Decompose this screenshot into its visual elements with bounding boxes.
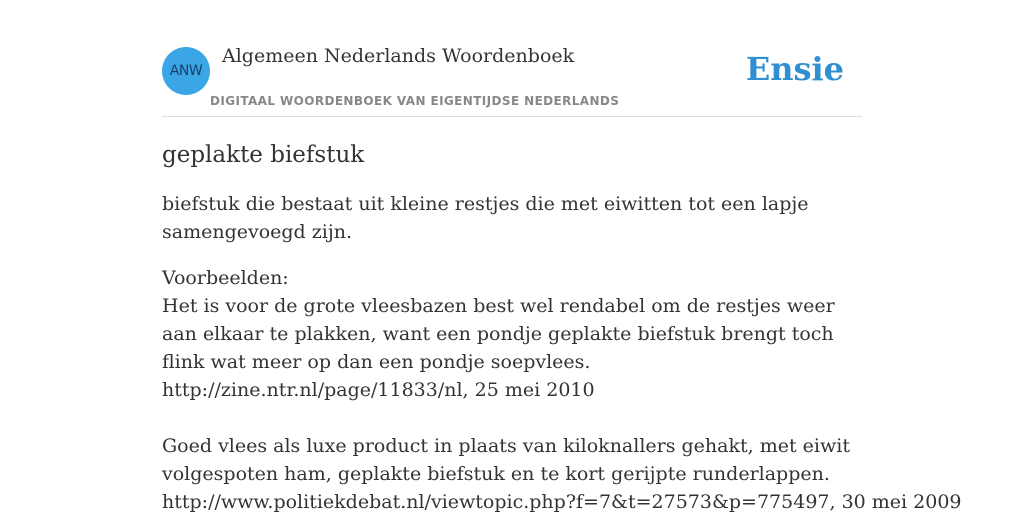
examples-label: Voorbeelden: [162,267,289,289]
example-item [162,292,864,404]
anw-logo-text: ANW [169,63,203,79]
site-header [162,40,862,117]
entry-content [162,138,962,512]
example-source: http://zine.ntr.nl/page/11833/nl, 25 mei 2010 [162,379,595,401]
examples-section [162,264,962,512]
anw-logo[interactable] [162,47,210,95]
example-item [162,432,962,512]
dictionary-subtitle: DIGITAAL WOORDENBOEK VAN EIGENTIJDSE NEDERLANDS [210,94,620,108]
entry-term: geplakte biefstuk [162,142,365,168]
example-text: Het is voor de grote vleesbazen best wel rendabel om de restjes weer aan elkaar te plakken, want een pondje geplakte biefstuk brengt toch flink wat meer op dan een pondje soepvlees. [162,295,835,373]
dictionary-title[interactable]: Algemeen Nederlands Woordenboek [222,45,575,67]
entry-definition: biefstuk die bestaat uit kleine restjes die met eiwitten tot een lapje samengevoegd zijn. [162,193,809,243]
example-source: http://www.politiekdebat.nl/viewtopic.php?f=7&t=27573&p=775497, 30 mei 2009 [162,491,962,512]
ensie-brand-link[interactable]: Ensie [745,50,844,88]
example-text: Goed vlees als luxe product in plaats van kiloknallers gehakt, met eiwit volgespoten ham, geplakte biefstuk en te kort gerijpte runderlappen. [162,435,850,485]
